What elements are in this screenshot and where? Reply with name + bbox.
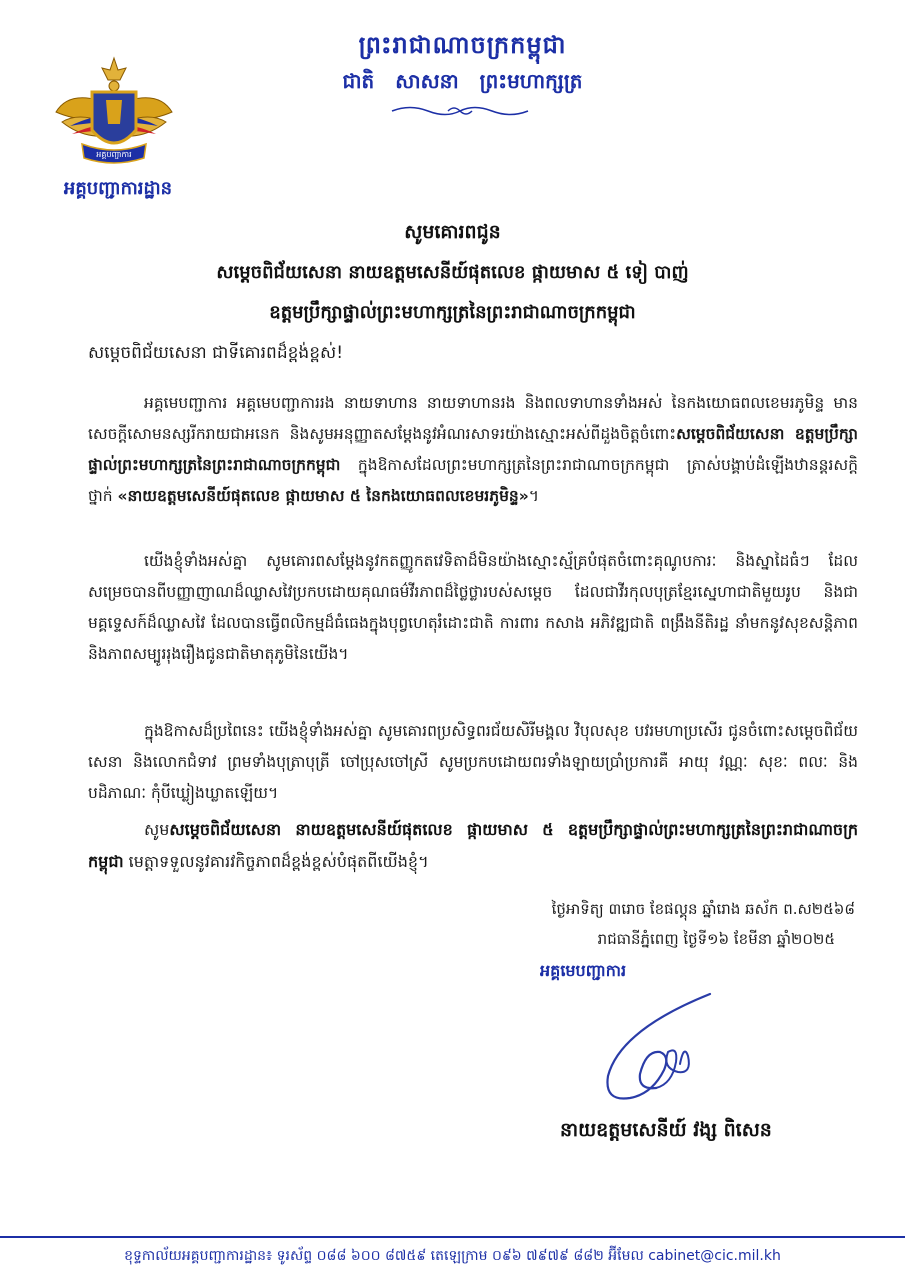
lunar-date: ថ្ងៃអាទិត្យ ៣រោច ខែផល្គុន ឆ្នាំរោង ឆស័ក ព.ស២៥៦៨	[551, 900, 855, 918]
p1-text-c: ក្នុងឱកាសដែលព្រះមហាក្សត្រនៃព្រះរាជាណាចក្រកម្ពុជា ត្រាស់បង្គាប់ដំឡើងឋានន្តរសក្តិ ថ្នាក់	[88, 456, 858, 505]
solar-date: រាជធានីភ្នំពេញ ថ្ងៃទី១៦ ខែមីនា ឆ្នាំ២០២៥	[597, 930, 835, 948]
emblem-ribbon-text: អគ្គបញ្ជាការ	[96, 150, 132, 159]
p1-bold-rank: «នាយឧត្តមសេនីយ៍ផុតលេខ ផ្កាយមាស ៥ នៃកងយោធពលខេមរភូមិន្ទ»	[117, 487, 529, 505]
national-motto: ជាតិ សាសនា ព្រះមហាក្សត្រ	[342, 69, 583, 93]
headquarters-name: អគ្គបញ្ជាការដ្ឋាន	[63, 178, 173, 199]
p1-text-a: អគ្គមេបញ្ជាការ អគ្គមេបញ្ជាការរង នាយទាហាន នាយទាហានរង និងពលទាហានទាំងអស់ នៃកងយោធពលខេមរភូមិន្ទ មានសេចក្ដីសោមនស្សរីករាយជាអនេក និងសូមអនុញ្ញាតសម្ដែងនូវអំណរសាទរយ៉ាងស្មោះអស់ពីដួងចិត្តចំពោះ	[88, 394, 858, 443]
footer-contact: ខុទ្ទកាល័យអគ្គបញ្ជាការដ្ឋាន៖ ទូរស័ព្ទ ០៨៨ ៦០០ ៨៧៥៩ តេឡេក្រាម ០៩៦ ៧៩៧៩ ៨៨២ អ៊ីមែល cabinet@cic.mil.kh	[124, 1248, 781, 1264]
paragraph-3: ក្នុងឱកាសដ៏ប្រពៃនេះ យើងខ្ញុំទាំងអស់គ្នា សូមគោរពប្រសិទ្ធពរជ័យសិរីមង្គល វិបុលសុខ បវរមហាប្រសើរ ជូនចំពោះសម្ដេចពិជ័យសេនា និងលោកជំទាវ ព្រមទាំងបុត្រាបុត្រី ចៅប្រុសចៅស្រី សូមប្រកបដោយពរទាំងឡាយប្រាំប្រការគឺ អាយុ វណ្ណៈ សុខៈ ពលៈ និងបដិភាណៈ កុំបីឃ្លៀងឃ្លាតឡើយ។	[88, 722, 858, 802]
commander-title: អគ្គមេបញ្ជាការ	[540, 961, 627, 980]
paragraph-2: យើងខ្ញុំទាំងអស់គ្នា សូមគោរពសម្ដែងនូវកតញ្ញូកតវេទិតាដ៏មិនយ៉ាងស្មោះស្ម័គ្របំផុតចំពោះគុណូបការៈ និងស្នាដៃធំៗ ដែលសម្រេចបានពីបញ្ញាញាណដ៏ឈ្លាសវៃប្រកបដោយគុណធម៌វីរភាពដ៏ថ្លៃថ្លារបស់សម្ដេច ដែលជាវីរកុលបុត្រខ្មែរស្នេហាជាតិមួយរូប និងជាមគ្គទ្ទេសក៍ដ៏ឈ្លាសវៃ ដែលបានធ្វើពលិកម្មដ៏ធំធេងក្នុងបុព្វហេតុរំដោះជាតិ ការពារ កសាង អភិវឌ្ឍជាតិ ពង្រឹងនីតិរដ្ឋ នាំមកនូវសុខសន្តិភាព និងភាពសម្បូររុងរឿងជូនជាតិមាតុភូមិនៃយើង។	[88, 552, 858, 663]
p1-bold-title: សម្ដេចពិជ័យសេនា ឧត្តមប្រឹក្សាផ្ទាល់ព្រះមហាក្សត្រនៃព្រះរាជាណាចក្រកម្ពុជា	[88, 425, 858, 474]
respect-heading: សូមគោរពជូន	[404, 221, 501, 243]
addressee-line-1: សម្ដេចពិជ័យសេនា នាយឧត្ដមសេនីយ៍ផុតលេខ ផ្កាយមាស ៥ ទៀ បាញ់	[216, 262, 689, 283]
addressee-line-2: ឧត្តមប្រឹក្សាផ្ទាល់ព្រះមហាក្សត្រនៃព្រះរាជាណាចក្រកម្ពុជា	[269, 302, 636, 323]
handwritten-signature	[560, 990, 750, 1110]
signer-name: នាយឧត្តមសេនីយ៍ វង្ស ពិសេន	[560, 1119, 772, 1141]
paragraph-1	[88, 388, 858, 512]
p4-bold-title: សម្ដេចពិជ័យសេនា នាយឧត្តមសេនីយ៍ផុតលេខ ផ្កាយមាស ៥ ឧត្តមប្រឹក្សាផ្ទាល់ព្រះមហាក្សត្រនៃព្រះរាជាណាចក្រកម្ពុជា	[88, 820, 858, 871]
greeting: សម្ដេចពិជ័យសេនា ជាទីគោរពដ៏ខ្ពង់ខ្ពស់!	[88, 343, 344, 363]
p4-text-a: សូម	[144, 820, 170, 839]
p1-text-e: ។	[528, 487, 539, 505]
kingdom-title: ព្រះរាជាណាចក្រកម្ពុជា	[358, 31, 567, 59]
paragraph-4	[88, 814, 858, 878]
ornament-divider	[390, 104, 530, 118]
footer-divider	[0, 1236, 905, 1238]
p4-text-c: មេត្តាទទួលនូវគារវកិច្ចភាពដ៏ខ្ពង់ខ្ពស់បំផុតពីយើងខ្ញុំ។	[123, 852, 429, 871]
